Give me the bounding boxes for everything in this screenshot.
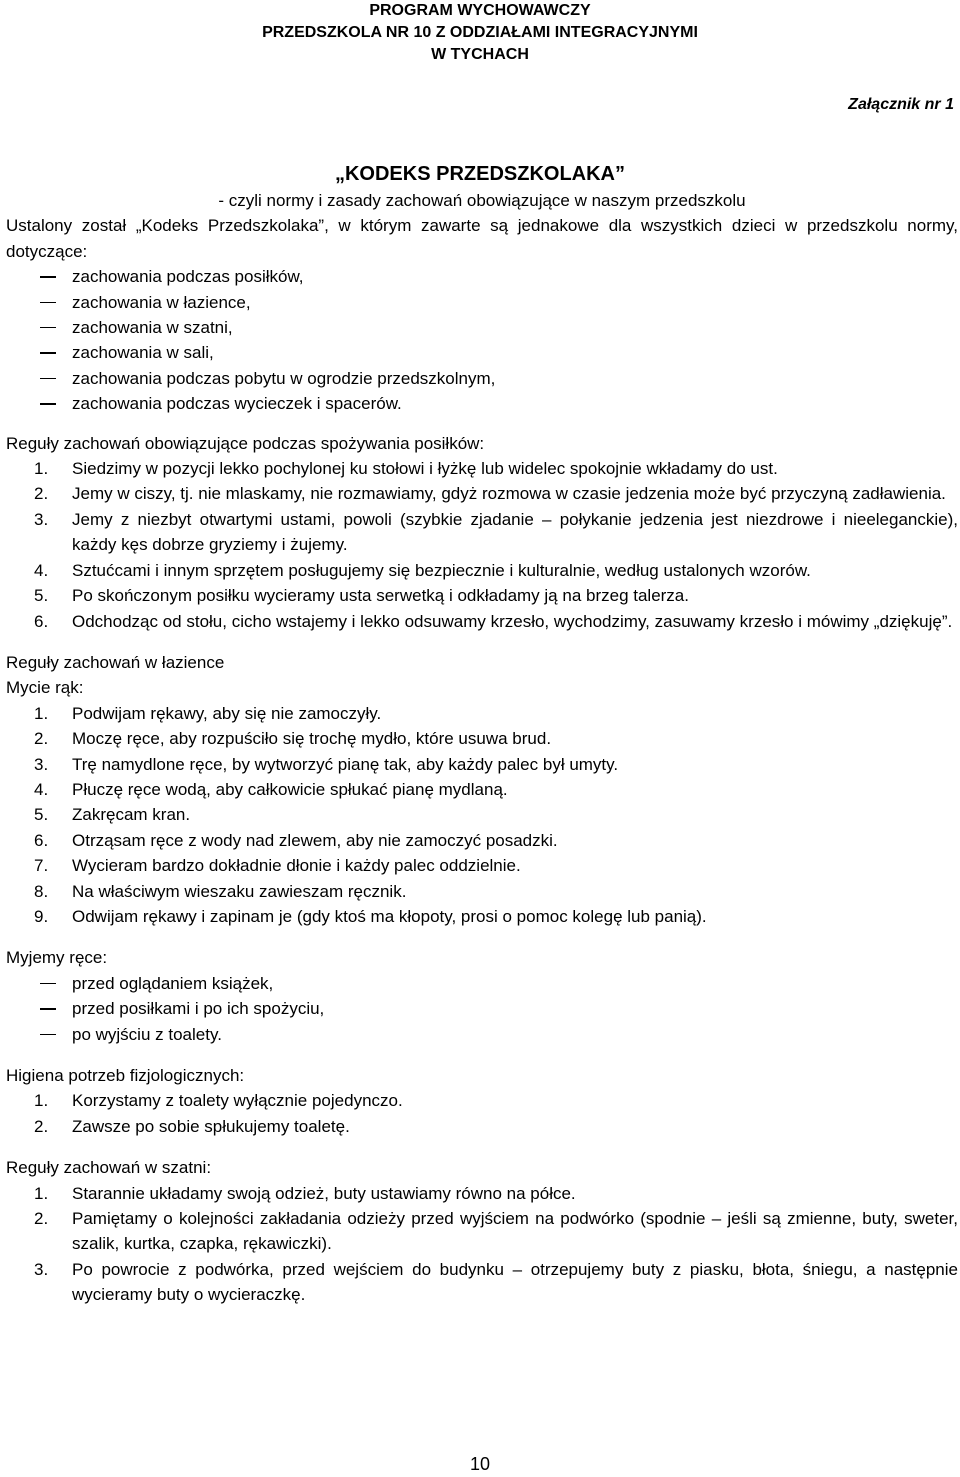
header-line-1: PROGRAM WYCHOWAWCZY [369,2,591,19]
list-item: 7. Wycieram bardzo dokładnie dłonie i każdy palec oddzielnie. [34,856,521,876]
list-item: 6. Odchodząc od stołu, cicho wstajemy i lekko odsuwamy krzesło, wychodzimy, zasuwamy krzesło i mówimy „dziękuję”. [34,611,953,631]
dash-icon [6,391,72,416]
dash-icon [6,340,72,365]
cloakroom-heading: Reguły zachowań w szatni: [6,1158,212,1178]
list-item: przed oglądaniem książek, [6,971,958,996]
dash-icon [6,290,72,315]
meals-heading: Reguły zachowań obowiązujące podczas spożywania posiłków: [6,433,485,453]
list-item: 3. Trę namydlone ręce, by wytworzyć pianę tak, aby każdy palec był umyty. [34,754,619,774]
dash-icon [6,366,72,391]
page-title: „KODEKS PRZEDSZKOLAKA” [334,163,625,185]
cloakroom-rules-list [6,1181,958,1308]
list-item: zachowania podczas wycieczek i spacerów. [6,391,958,416]
list-item: zachowania w sali, [6,340,958,365]
list-item: po wyjściu z toalety. [6,1022,958,1047]
dash-icon [6,264,72,289]
header-line-3: W TYCHACH [431,46,529,63]
subtitle: - czyli normy i zasady zachowań obowiązujące w naszym przedszkolu [218,191,746,210]
list-item: 6. Otrząsam ręce z wody nad zlewem, aby nie zamoczyć posadzki. [34,830,558,850]
list-item: 1. Siedzimy w pozycji lekko pochylonej ku stołowi i łyżkę lub widelec spokojnie wkładamy do ust. [34,459,778,479]
dash-icon [6,996,72,1021]
list-item: 3. Po powrocie z podwórka, przed wejściem do budynku – otrzepujemy buty z piasku, błota, śniegu, a następnie wycieramy buty o wycieraczkę. [34,1259,958,1305]
document-header [0,0,960,66]
list-item: 4. Sztućcami i innym sprzętem posługujemy się bezpiecznie i kulturalnie, według ustalonych wzorów. [34,560,811,580]
list-item: 1. Korzystamy z toalety wyłącznie pojedynczo. [34,1091,403,1111]
list-item: 2. Pamiętamy o kolejności zakładania odzieży przed wyjściem na podwórko (spodnie – jeśli są zmienne, buty, sweter, szalik, kurtka, czapka, rękawiczki). [34,1209,958,1254]
meals-rules-list [6,456,958,634]
annex-label: Załącznik nr 1 [848,96,954,113]
wash-when-heading: Myjemy ręce: [6,948,108,968]
list-item: 4. Płuczę ręce wodą, aby całkowicie spłukać pianę mydlaną. [34,779,508,799]
wash-when-list [6,971,958,1047]
bathroom-heading: Reguły zachowań w łazience [6,652,225,672]
list-item: 5. Po skończonym posiłku wycieramy usta serwetką i odkładamy ją na brzeg talerza. [34,586,689,606]
dash-icon [6,971,72,996]
hygiene-list [6,1088,958,1139]
list-item: 3. Jemy z niezbyt otwartymi ustami, powoli (szybkie zjadanie – połykanie jedzenia jest niezdrowe i nieeleganckie), każdy kęs dobrze gryziemy i żujemy. [34,509,958,555]
norms-list [6,264,958,416]
list-item: 2. Moczę ręce, aby rozpuściło się trochę mydło, które usuwa brud. [34,729,552,749]
list-item: 8. Na właściwym wieszaku zawieszam ręcznik. [34,881,407,901]
document-body [6,188,958,1308]
list-item: zachowania podczas pobytu w ogrodzie przedszkolnym, [6,366,958,391]
list-item: przed posiłkami i po ich spożyciu, [6,996,958,1021]
list-item: 1. Starannie układamy swoją odzież, buty ustawiamy równo na półce. [34,1183,576,1203]
list-item: zachowania podczas posiłków, [6,264,958,289]
list-item: 2. Jemy w ciszy, tj. nie mlaskamy, nie rozmawiamy, gdyż rozmowa w czasie jedzenia może być przyczyną zadławienia. [34,484,946,504]
header-line-2: PRZEDSZKOLA NR 10 Z ODDZIAŁAMI INTEGRACYJNYMI [262,24,698,41]
handwashing-steps-list [6,701,958,930]
intro-paragraph: Ustalony został „Kodeks Przedszkolaka”, w którym zawarte są jednakowe dla wszystkich dzieci w przedszkolu normy, dotyczące: [6,216,958,261]
list-item: zachowania w szatni, [6,315,958,340]
handwashing-subheading: Mycie rąk: [6,678,84,698]
list-item: 1. Podwijam rękawy, aby się nie zamoczyły. [34,703,382,723]
hygiene-heading: Higiena potrzeb fizjologicznych: [6,1066,245,1085]
dash-icon [6,315,72,340]
list-item: 9. Odwijam rękawy i zapinam je (gdy ktoś ma kłopoty, prosi o pomoc kolegę lub panią). [34,906,707,926]
page-number: 10 [469,1454,491,1474]
list-item: 5. Zakręcam kran. [34,805,191,825]
dash-icon [6,1022,72,1047]
list-item: 2. Zawsze po sobie spłukujemy toaletę. [34,1116,350,1136]
list-item: zachowania w łazience, [6,290,958,315]
